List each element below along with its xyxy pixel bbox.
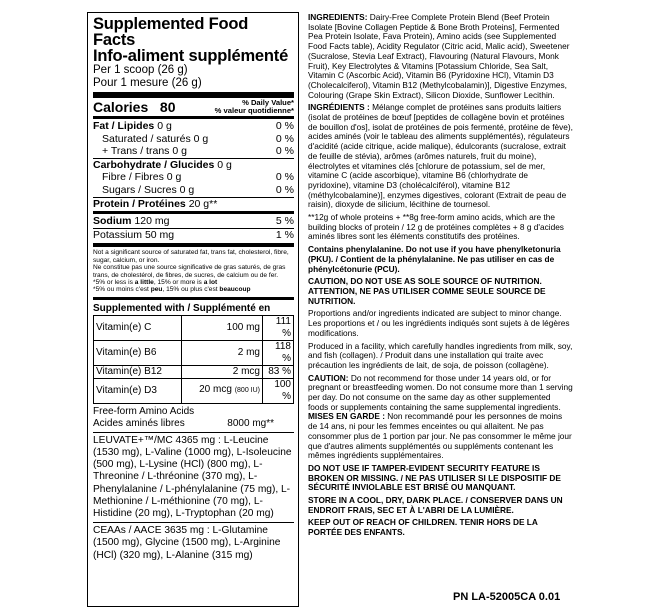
divider-medium xyxy=(93,297,294,300)
footnote-text: , 15% or more is xyxy=(153,278,204,286)
nutrient-pct xyxy=(270,198,294,211)
vitamins-table xyxy=(93,315,294,404)
leuvate-blend: LEUVATE+™/MC 4365 mg : L-Leucine (1530 mg), L-Valine (1000 mg), L-Isoleucine (500 mg), L-Lysine (HCl) (800 mg), L-Threonine / L-thréonine (370 mg), L-Phenylalanine / L-phénylalanine (75 mg), L-Methionine / L-méthionine (70 mg), L-Histidine (20 mg), L-Tryptophan (20 mg) xyxy=(93,434,292,519)
calories-label: Calories xyxy=(93,99,149,115)
footnotes xyxy=(93,249,294,293)
divider-thick xyxy=(93,243,294,247)
nutrient-label: Protein / Protéines xyxy=(93,197,186,210)
nutrient-label: Fibre / Fibres xyxy=(102,171,164,184)
supplemented-food-facts-panel xyxy=(87,12,299,607)
vitamin-amount: 20 mcg xyxy=(199,384,232,396)
footnote-not-significant-en: Not a significant source of saturated fat, trans fat, cholesterol, fibre, sugar, calcium, or iron. xyxy=(93,249,289,264)
nutrient-label: Sugars / Sucres xyxy=(102,183,177,196)
vitamin-amount-iu: (800 IU) xyxy=(234,387,260,395)
amino-acids-label-en: Free-form Amino Acids xyxy=(93,405,195,417)
vitamin-name: Vitamin(e) D3 xyxy=(94,378,182,403)
vitamin-amount: 2 mg xyxy=(181,340,262,365)
nutrient-row-saturated xyxy=(93,133,294,146)
proportions-note: Proportions and/or ingredients indicated are subject to minor change. Les proportions et / ou les ingrédients indiqués sont sujets à de légères modifications. xyxy=(308,308,570,338)
nutrient-row-carbohydrate xyxy=(93,159,294,172)
footnote-text: peu xyxy=(150,286,163,294)
vitamin-pct: 111 % xyxy=(263,315,294,340)
protein-note: **12g of whole proteins + **8g free-form amino acids, which are the building blocks of protein / 12 g de protéines complètes + 8 g d'acides aminés libres sont les éléments constitutifs des protéines. xyxy=(308,212,564,242)
nutrient-row-fat xyxy=(93,120,294,133)
nutrient-amount: 0 g xyxy=(179,183,195,196)
amino-acids-block xyxy=(93,406,294,430)
nutrient-amount: 20 g** xyxy=(188,197,218,210)
caution-nutrition: CAUTION, DO NOT USE AS SOLE SOURCE OF NUTRITION. ATTENTION, NE PAS UTILISER COMME SEULE SOURCE DE NUTRITION. xyxy=(308,276,546,306)
keep-out-of-reach: KEEP OUT OF REACH OF CHILDREN. TENIR HORS DE LA PORTÉE DES ENFANTS. xyxy=(308,517,538,538)
divider-medium xyxy=(93,211,294,214)
ingredients-en-label: INGREDIENTS: xyxy=(308,12,368,22)
nutrient-pct: 0 % xyxy=(275,145,294,158)
amino-acids-row xyxy=(93,418,294,430)
facts-title-fr: Info-aliment supplémenté xyxy=(93,47,289,65)
serving-size-fr: Pour 1 mesure (26 g) xyxy=(93,77,202,89)
vitamin-pct: 83 % xyxy=(263,365,294,378)
footnote-text: *5% ou moins c'est xyxy=(93,286,151,294)
nutrient-amount: 0 g xyxy=(172,145,187,158)
vitamin-amount-cell xyxy=(181,378,262,403)
nutrient-row-fibre xyxy=(93,171,294,184)
nutrient-label: Carbohydrate / Glucides xyxy=(93,158,215,171)
nutrient-pct xyxy=(270,159,294,172)
nutrient-label: Potassium xyxy=(93,228,143,241)
vitamin-name: Vitamin(e) B6 xyxy=(94,340,182,365)
nutrient-pct: 0 % xyxy=(275,183,294,196)
table-row xyxy=(94,378,294,403)
footnote-text: beaucoup xyxy=(219,286,251,294)
footnote-text: a little xyxy=(134,278,154,286)
vitamin-name: Vitamin(e) B12 xyxy=(94,365,182,378)
daily-value-header xyxy=(215,99,294,115)
ingredients-en xyxy=(308,13,573,100)
caution-en xyxy=(308,374,573,413)
supplemented-with-header: Supplemented with / Supplémenté en xyxy=(93,302,271,314)
tamper-warning: DO NOT USE IF TAMPER-EVIDENT SECURITY FEATURE IS BROKEN OR MISSING. / NE PAS UTILISER SI LE DISPOSITIF DE SÉCURITÉ INVIOLABLE EST BRISÉ OU MANQUANT. xyxy=(308,462,561,493)
nutrient-amount: 50 mg xyxy=(144,228,175,241)
nutrient-amount: 0 g xyxy=(217,158,232,171)
nutrient-row-protein xyxy=(93,198,294,211)
calories-row xyxy=(93,99,294,115)
nutrient-amount: 0 g xyxy=(166,171,182,184)
nutrient-label: Saturated / saturés xyxy=(102,132,191,145)
nutrient-amount: 120 mg xyxy=(134,215,170,228)
serving-size-en: Per 1 scoop (26 g) xyxy=(93,64,188,76)
part-number: PN LA-52005CA 0.01 xyxy=(453,591,561,603)
daily-value-header-fr: % valeur quotidienne* xyxy=(214,106,294,115)
table-row xyxy=(94,315,294,340)
ingredients-en-text: Dairy-Free Complete Protein Blend (Beef Protein Isolate [Bovine Collagen Peptide & Bone Broth Proteins], Fermented Pea Protein Isolate, Fava Protein), Amino acids (see Supplemented Food Facts table), Acidity Regulator (Citric acid, Malic acid), Sweetener (Sucralose, Stevia Leaf Extract), Flavouring (Natural Flavours, Monk Fruit), Key Electrolytes & Vitamins [Potassium Chloride, Sea Salt, Vitamin C (Ascorbic Acid), Vitamin B6 (Pyridoxine HCl), Vitamin D3 (Cholecalciferol), Vitamin B12 (Methylcobalamin)], Digestive Enzymes, Colouring (Grape Skin Extract), Silicon Dioxide, Sunflower Lecithin. xyxy=(308,12,570,100)
footnote-dv-scale-fr xyxy=(93,286,294,293)
daily-value-header-en: % Daily Value* xyxy=(242,98,294,107)
pku-warning: Contains phenylalanine. Do not use if you have phenylketonuria (PKU). / Contient de la phénylalanine. Ne pas utiliser en cas de phénylcétonurie (PCU). xyxy=(308,244,561,274)
divider-thin xyxy=(93,432,294,433)
table-row xyxy=(94,365,294,378)
ingredients-column xyxy=(308,13,573,541)
nutrient-pct: 1 % xyxy=(275,228,294,241)
nutrient-pct: 0 % xyxy=(275,132,294,145)
caution-fr-label: MISES EN GARDE : xyxy=(308,411,385,422)
nutrient-row-sugars xyxy=(93,184,294,197)
nutrient-label: Fat / Lipides xyxy=(93,120,155,132)
vitamin-pct: 100 % xyxy=(263,378,294,403)
nutrient-pct: 0 % xyxy=(275,120,294,132)
ingredients-fr xyxy=(308,103,573,210)
caution-en-label: CAUTION: xyxy=(308,372,349,383)
vitamin-amount: 2 mcg xyxy=(181,365,262,378)
amino-acids-label-fr: Acides aminés libres xyxy=(93,417,185,429)
nutrient-label: Sodium xyxy=(93,215,132,228)
vitamin-amount: 100 mg xyxy=(181,315,262,340)
divider-medium xyxy=(93,116,294,119)
ceaas-blend: CEAAs / AACE 3635 mg : L-Glutamine (1500 mg), Glycine (1500 mg), L-Arginine (HCl) (320 mg), L-Alanine (315 mg) xyxy=(93,525,281,561)
table-row xyxy=(94,340,294,365)
divider-thin xyxy=(93,522,294,523)
calories-value: 80 xyxy=(159,99,176,115)
nutrient-row-potassium xyxy=(93,229,294,242)
nutrient-amount: 0 g xyxy=(157,120,172,132)
footnote-dv-scale-en xyxy=(93,279,294,286)
nutrient-row-sodium xyxy=(93,215,294,228)
caution-fr-text: Non recommandé pour les personnes de moins de 14 ans, ni pour les femmes enceintes ou qui allaitent. Ne pas consommer plus de 1 portion par jour. Ne pas consommer le même jour que d'autres aliments supplémentés ou suppléments contenant les mêmes ingrédients supplémentaires. xyxy=(308,411,572,461)
footnote-not-significant-fr: Ne constitue pas une source significative de gras saturés, de gras trans, de cholestérol, de fibres, de sucres, de calcium ou de fer. xyxy=(93,264,286,279)
amino-acids-amount: 8000 mg** xyxy=(227,417,274,429)
ingredients-fr-label: INGRÉDIENTS : xyxy=(308,102,370,113)
footnote-text: *5% or less is xyxy=(93,278,135,286)
nutrient-pct: 0 % xyxy=(275,171,294,184)
nutrient-amount: 0 g xyxy=(193,132,209,145)
caution-en-text: Do not recommend for those under 14 years old, or for pregnant or breastfeeding women. Do not consume more than 1 serving per day. Do not consume on the same day as other supplemented foods or supplements containing the same supplemental ingredients. xyxy=(308,372,573,412)
vitamin-name: Vitamin(e) C xyxy=(94,315,182,340)
nutrient-row-trans xyxy=(93,145,294,158)
nutrient-pct: 5 % xyxy=(275,215,294,228)
caution-fr xyxy=(308,412,573,461)
ingredients-fr-text: Mélange complet de protéines sans produits laitiers (isolat de protéines de bœuf [peptides de collagène bovin et protéines de bouillon d'os], isolat de protéines de pois fermenté, protéine de fève), acides aminés (voir le tableau des aliments supplémentés), régulateurs d'acidité (acide citrique, acide malique), édulcorants (sucralose, extrait de feuille de stévia), arômes (arômes naturels, fruit du moine), électrolytes et vitamines clés [chlorure de potassium, sel de mer, vitamine C (acide ascorbique), vitamine B6 (chlorhydrate de pyridoxine), vitamine D3 (cholécalciférol), vitamine B12 (méthylcobalamine)], enzymes digestives, colorant (Extrait de peau de raisin), dioxyde de silicium, lécithine de tournesol. xyxy=(308,102,573,210)
calories xyxy=(93,99,176,115)
vitamin-pct: 118 % xyxy=(263,340,294,365)
facility-note: Produced in a facility, which carefully handles ingredients from milk, soy, and fish (collagen). / Produit dans une installation qui traite avec précaution les ingrédients de lait, de soja, de poisson (collagène). xyxy=(308,340,573,370)
storage-instructions: STORE IN A COOL, DRY, DARK PLACE. / CONSERVER DANS UN ENDROIT FRAIS, SEC ET À L'ABRI DE LA LUMIÈRE. xyxy=(308,495,563,515)
footnote-text: a lot xyxy=(203,278,218,286)
nutrient-label: + Trans / trans xyxy=(102,145,170,158)
footnote-text: , 15% ou plus c'est xyxy=(162,286,220,294)
facts-title-en: Supplemented Food Facts xyxy=(93,15,249,49)
